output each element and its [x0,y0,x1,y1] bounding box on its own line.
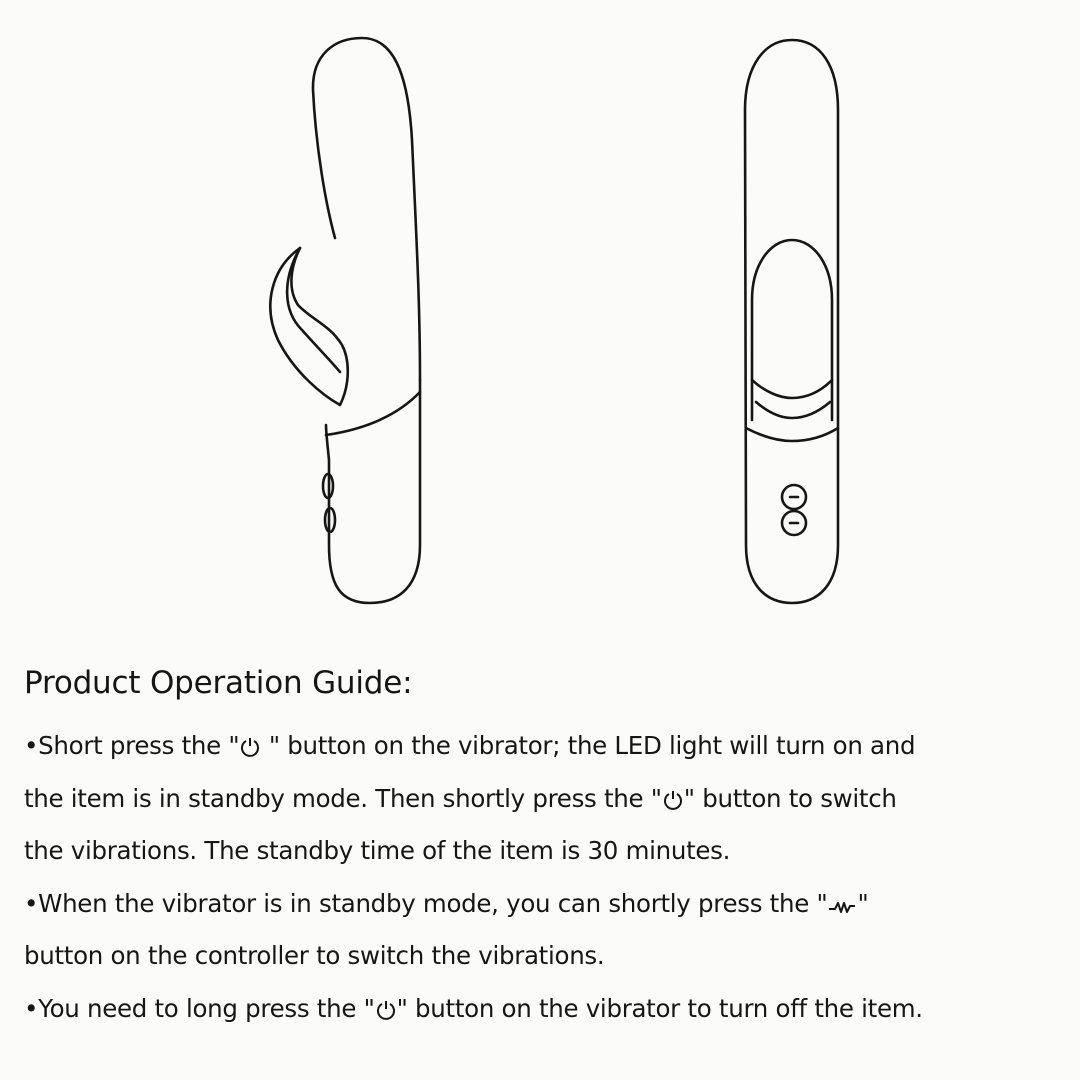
guide-text: " button to switch [683,783,897,813]
guide-line-6 [24,983,1064,1036]
bullet: • [24,993,39,1023]
front-view-body [745,40,838,603]
bullet: • [24,888,39,918]
guide-text: " button on the vibrator; the LED light will turn on and [261,731,916,760]
guide-text: You need to long press the " [38,993,375,1023]
side-view-handle [326,380,420,603]
guide-line-4 [24,878,1064,931]
front-view-drawing [745,40,838,603]
guide-text: button on the controller to switch the vibrations. [24,941,605,970]
guide-text: " [857,888,869,918]
front-view-arm-outline [752,240,832,420]
guide-text: When the vibrator is in standby mode, you can shortly press the " [38,888,828,918]
power-icon [239,736,261,758]
guide-line-2 [24,773,1064,826]
side-view-drawing [270,38,420,603]
front-view-arm-ring-inner [756,402,830,418]
guide-line-3 [24,825,1064,878]
guide-text: the vibrations. The standby time of the item is 30 minutes. [24,836,731,865]
power-icon [375,999,397,1021]
guide-text: Short press the " [38,731,240,760]
operation-guide [24,660,1064,1035]
guide-line-5 [24,930,1064,983]
wave-icon [827,898,857,916]
guide-text: the item is in standby mode. Then shortly press the " [24,783,662,813]
side-view-arm-inner [287,248,340,372]
guide-text: " button on the vibrator to turn off the item. [396,993,923,1023]
side-view-clitoral-arm [270,248,347,405]
side-view-band [326,392,420,435]
power-icon [662,789,684,811]
front-view-band [746,428,838,441]
guide-line-1 [24,720,1064,773]
front-view-arm-ring-outer [752,380,832,398]
bullet: • [24,731,39,760]
guide-title: Product Operation Guide: [24,665,413,701]
